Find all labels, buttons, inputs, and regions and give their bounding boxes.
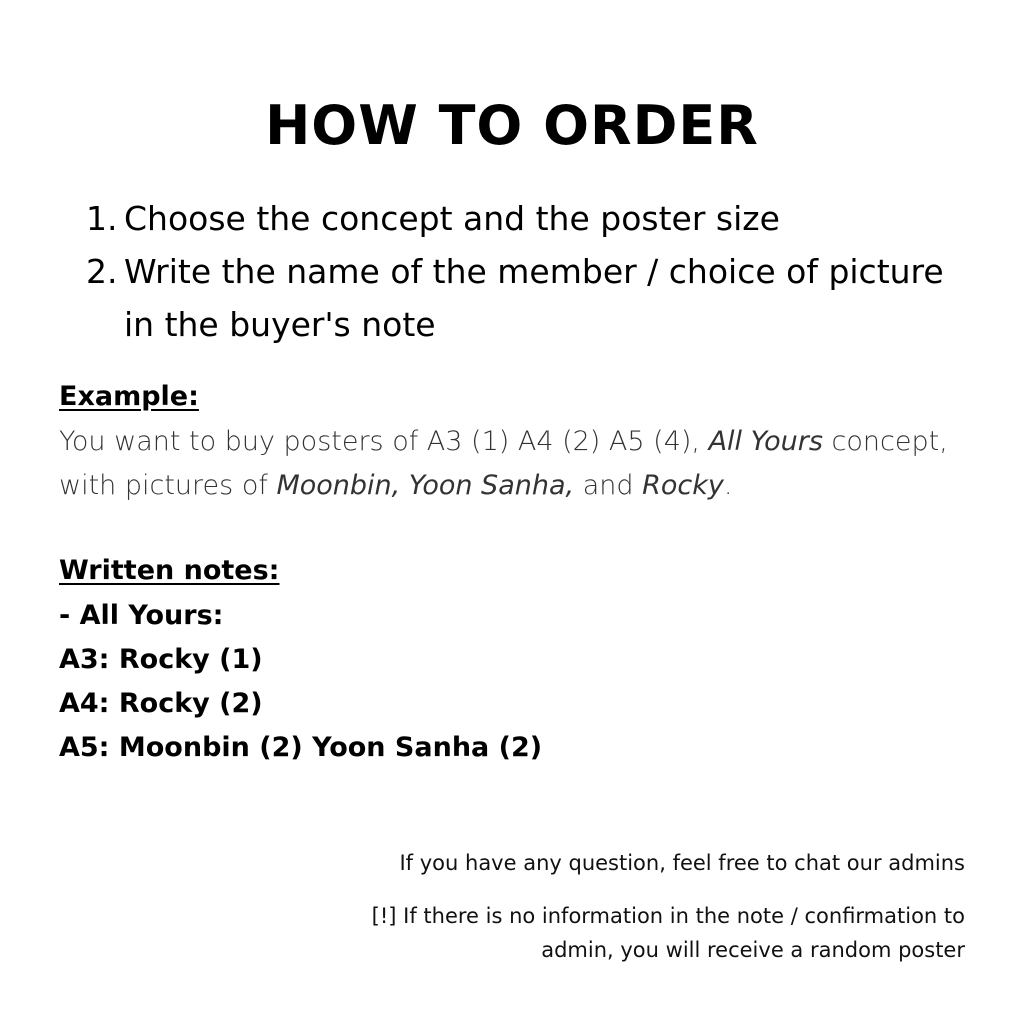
contact-note: If you have any question, feel free to chat our admins bbox=[399, 851, 965, 875]
example-line-1 bbox=[59, 420, 989, 464]
written-notes-list bbox=[59, 594, 542, 770]
example-text: . bbox=[723, 470, 733, 501]
warning-note bbox=[265, 899, 965, 967]
written-note-line: - All Yours: bbox=[59, 600, 224, 631]
example-line-2 bbox=[59, 464, 989, 508]
step-item bbox=[86, 192, 946, 245]
written-notes-heading: Written notes: bbox=[59, 555, 280, 586]
example-text: with pictures of bbox=[59, 470, 277, 501]
warning-line: admin, you will receive a random poster bbox=[541, 938, 965, 962]
example-text: You want to buy posters of A3 (1) A4 (2) A5 (4), bbox=[59, 426, 709, 457]
step-item bbox=[86, 245, 946, 351]
example-concept-name: All Yours bbox=[708, 426, 823, 457]
example-heading: Example: bbox=[59, 381, 199, 412]
step-number: 2. bbox=[86, 252, 118, 291]
example-text: concept, bbox=[822, 426, 948, 457]
written-note-line: A3: Rocky (1) bbox=[59, 644, 263, 675]
step-text: Write the name of the member / choice of picture in the buyer's note bbox=[124, 252, 944, 344]
example-member-name: Rocky bbox=[642, 470, 724, 501]
step-number: 1. bbox=[86, 199, 118, 238]
written-note-line: A4: Rocky (2) bbox=[59, 688, 263, 719]
example-member-names: Moonbin, Yoon Sanha, bbox=[276, 470, 575, 501]
order-steps-list bbox=[86, 192, 946, 351]
step-text: Choose the concept and the poster size bbox=[124, 199, 780, 238]
warning-line: [!] If there is no information in the note / confirmation to bbox=[371, 904, 965, 928]
example-text: and bbox=[574, 470, 643, 501]
written-note-line: A5: Moonbin (2) Yoon Sanha (2) bbox=[59, 732, 543, 763]
example-body bbox=[59, 420, 989, 508]
page-title: HOW TO ORDER bbox=[265, 94, 759, 158]
